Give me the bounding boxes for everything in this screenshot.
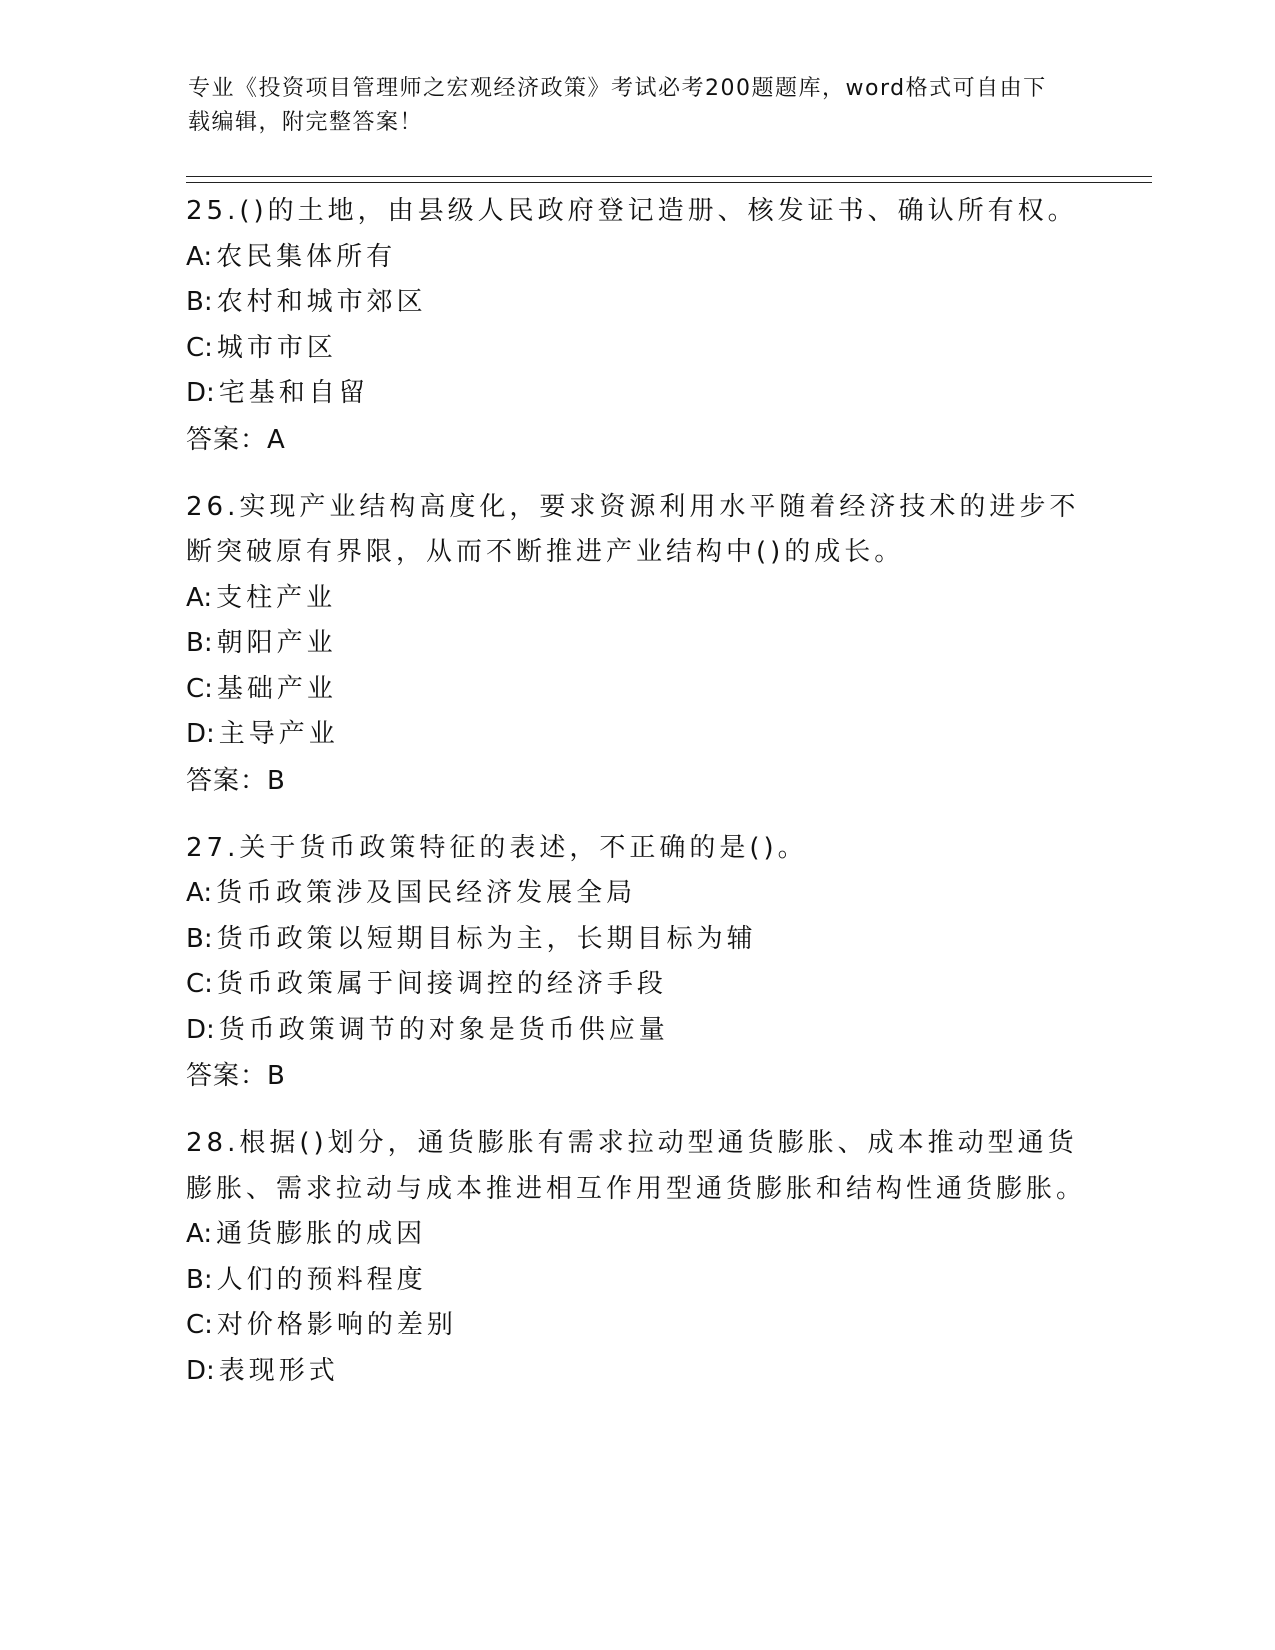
option-letter: B: — [186, 628, 213, 658]
option-d — [186, 712, 1086, 758]
option-letter: D: — [186, 1355, 215, 1386]
option-text: 城市市区 — [216, 332, 337, 363]
question-stem-text: 实现产业结构高度化，要求资源利用水平随着经济技术的进步不断突破原有界限，从而不断推进产业结构中()的成长。 — [186, 491, 1080, 567]
option-text: 朝阳产业 — [216, 628, 337, 658]
option-letter: C: — [186, 332, 213, 363]
option-text: 基础产业 — [216, 673, 337, 704]
question-26 — [186, 485, 1086, 804]
question-27 — [186, 826, 1086, 1100]
option-letter: D: — [186, 1014, 215, 1045]
option-text: 农村和城市郊区 — [216, 287, 427, 317]
question-number: 25. — [186, 196, 240, 226]
answer-value: A — [267, 424, 286, 455]
option-c — [186, 326, 1086, 372]
option-text: 宅基和自留 — [218, 378, 369, 408]
option-text: 对价格影响的差别 — [216, 1310, 457, 1340]
question-stem — [186, 189, 1086, 235]
option-letter: B: — [186, 923, 213, 954]
question-list — [186, 189, 1086, 1416]
option-letter: A: — [186, 241, 213, 272]
option-text: 货币政策涉及国民经济发展全局 — [216, 878, 637, 908]
option-b — [186, 917, 1086, 963]
answer-label: 答案： — [186, 765, 268, 796]
option-letter: D: — [186, 378, 215, 408]
option-text: 支柱产业 — [216, 582, 337, 613]
answer-label: 答案： — [186, 1061, 268, 1091]
option-letter: D: — [186, 719, 215, 749]
answer-value: B — [267, 765, 286, 796]
answer-line — [186, 1053, 1086, 1099]
option-d — [186, 1349, 1086, 1395]
option-letter: A: — [186, 1219, 213, 1249]
option-letter: A: — [186, 878, 213, 908]
option-text: 表现形式 — [218, 1355, 339, 1386]
header-divider-line-2 — [186, 182, 1152, 183]
option-a — [186, 871, 1086, 917]
option-b — [186, 280, 1086, 326]
option-letter: C: — [186, 1310, 213, 1340]
header-divider-line-1 — [186, 176, 1152, 177]
question-stem-text: ()的土地，由县级人民政府登记造册、核发证书、确认所有权。 — [239, 196, 1078, 226]
answer-line — [186, 758, 1086, 804]
option-text: 货币政策以短期目标为主，长期目标为辅 — [216, 923, 757, 954]
document-header — [188, 72, 1068, 140]
option-b — [186, 1258, 1086, 1304]
question-stem — [186, 485, 1086, 576]
option-a — [186, 235, 1086, 281]
answer-value: B — [267, 1061, 286, 1091]
question-28 — [186, 1121, 1086, 1394]
option-text: 货币政策属于间接调控的经济手段 — [216, 969, 667, 999]
question-stem-text: 根据()划分，通货膨胀有需求拉动型通货膨胀、成本推动型通货膨胀、需求拉动与成本推进相互作用型通货膨胀和结构性通货膨胀。 — [186, 1128, 1087, 1204]
option-c — [186, 667, 1086, 713]
option-text: 人们的预料程度 — [216, 1264, 427, 1295]
option-d — [186, 1008, 1086, 1054]
question-25 — [186, 189, 1086, 463]
answer-line — [186, 417, 1086, 463]
option-c — [186, 1303, 1086, 1349]
answer-label: 答案： — [186, 424, 268, 455]
question-number: 28. — [186, 1128, 240, 1158]
option-d — [186, 371, 1086, 417]
option-text: 通货膨胀的成因 — [216, 1219, 427, 1249]
header-text: 专业《投资项目管理师之宏观经济政策》考试必考200题题库，word格式可自由下载编辑，附完整答案！ — [188, 76, 1047, 135]
option-text: 主导产业 — [218, 719, 339, 749]
option-a — [186, 1212, 1086, 1258]
option-letter: C: — [186, 969, 213, 999]
question-stem — [186, 826, 1086, 872]
option-text: 农民集体所有 — [216, 241, 397, 272]
option-a — [186, 576, 1086, 622]
option-letter: B: — [186, 1264, 213, 1295]
question-stem-text: 关于货币政策特征的表述，不正确的是()。 — [239, 832, 808, 863]
option-b — [186, 621, 1086, 667]
option-letter: B: — [186, 287, 213, 317]
question-number: 26. — [186, 491, 240, 522]
option-letter: C: — [186, 673, 213, 704]
option-c — [186, 962, 1086, 1008]
option-letter: A: — [186, 582, 213, 613]
option-text: 货币政策调节的对象是货币供应量 — [218, 1014, 669, 1045]
question-number: 27. — [186, 832, 240, 863]
question-stem — [186, 1121, 1086, 1212]
